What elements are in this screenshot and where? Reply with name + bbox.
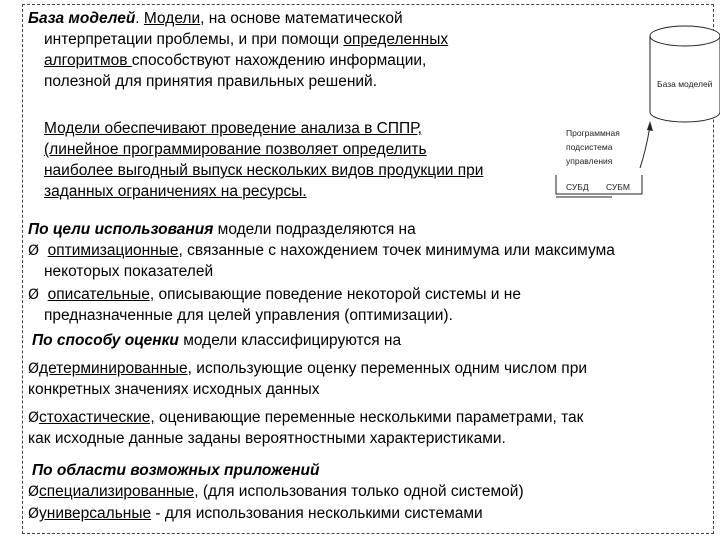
paragraph-2-line-2: (линейное программирование позволяет определить — [44, 141, 427, 158]
dbms-label: СУБД — [566, 182, 589, 192]
subsystem-label-3: управления — [566, 156, 613, 166]
application-item-1: Øспециализированные, (для использования только одной системой) — [28, 483, 524, 500]
evaluation-item-2-cont: как исходные данные заданы вероятностными характеристиками. — [28, 430, 506, 447]
models-base-title: База моделей — [28, 10, 136, 27]
application-heading: По области возможных приложений — [32, 462, 320, 479]
bullet-arrow-icon: Ø — [28, 506, 40, 522]
paragraph-1-line-3: алгоритмов способствуют нахождению информации, — [44, 52, 427, 69]
paragraph-1-line-2: интерпретации проблемы, и при помощи определенных — [44, 31, 449, 48]
bullet-arrow-icon: Ø — [28, 361, 40, 377]
database-cylinder — [650, 26, 720, 122]
purpose-heading-line: По цели использования модели подразделяются на — [28, 221, 416, 238]
bullet-arrow-icon: Ø — [28, 410, 40, 426]
evaluation-item-1-cont: конкретных значениях исходных данных — [28, 381, 320, 398]
subsystem-label-1: Программная — [566, 128, 620, 138]
purpose-item-1: Ø оптимизационные, связанные с нахождением точек минимума или максимума — [28, 242, 615, 259]
db-label: База моделей — [657, 79, 713, 89]
subsystem-label-2: подсистема — [566, 142, 613, 152]
paragraph-1-line-1: База моделей. Модели, на основе математической — [28, 10, 403, 27]
evaluation-item-2: Øстохастические, оценивающие переменные несколькими параметрами, так — [28, 409, 584, 426]
bullet-arrow-icon: Ø — [28, 243, 40, 259]
paragraph-1-line-4: полезной для принятия правильных решений. — [44, 73, 378, 90]
paragraph-2-line-1: Модели обеспечивают проведение анализа в СППР, — [44, 120, 422, 137]
paragraph-2-line-3: наиболее выгодный выпуск нескольких видов продукции при — [44, 162, 484, 179]
purpose-item-1-cont: некоторых показателей — [44, 263, 214, 280]
kbms-label: СУБМ — [606, 182, 630, 192]
bullet-arrow-icon: Ø — [28, 287, 40, 303]
purpose-item-2-cont: предназначенные для целей управления (оптимизации). — [44, 307, 453, 324]
evaluation-heading-line: По способу оценки модели классифицируются на — [32, 332, 402, 349]
paragraph-2-line-4: заданных ограничениях на ресурсы. — [44, 183, 307, 200]
connector-arrow — [640, 126, 650, 168]
arrow-head — [647, 121, 653, 131]
purpose-item-2: Ø описательные, описывающие поведение некоторой системы и не — [28, 286, 521, 303]
evaluation-heading: По способу оценки — [32, 332, 179, 349]
purpose-heading: По цели использования — [28, 221, 214, 238]
evaluation-item-1: Øдетерминированные, использующие оценку переменных одним числом при — [28, 360, 587, 377]
application-item-2: Øуниверсальные - для использования несколькими системами — [28, 505, 483, 522]
bullet-arrow-icon: Ø — [28, 484, 40, 500]
